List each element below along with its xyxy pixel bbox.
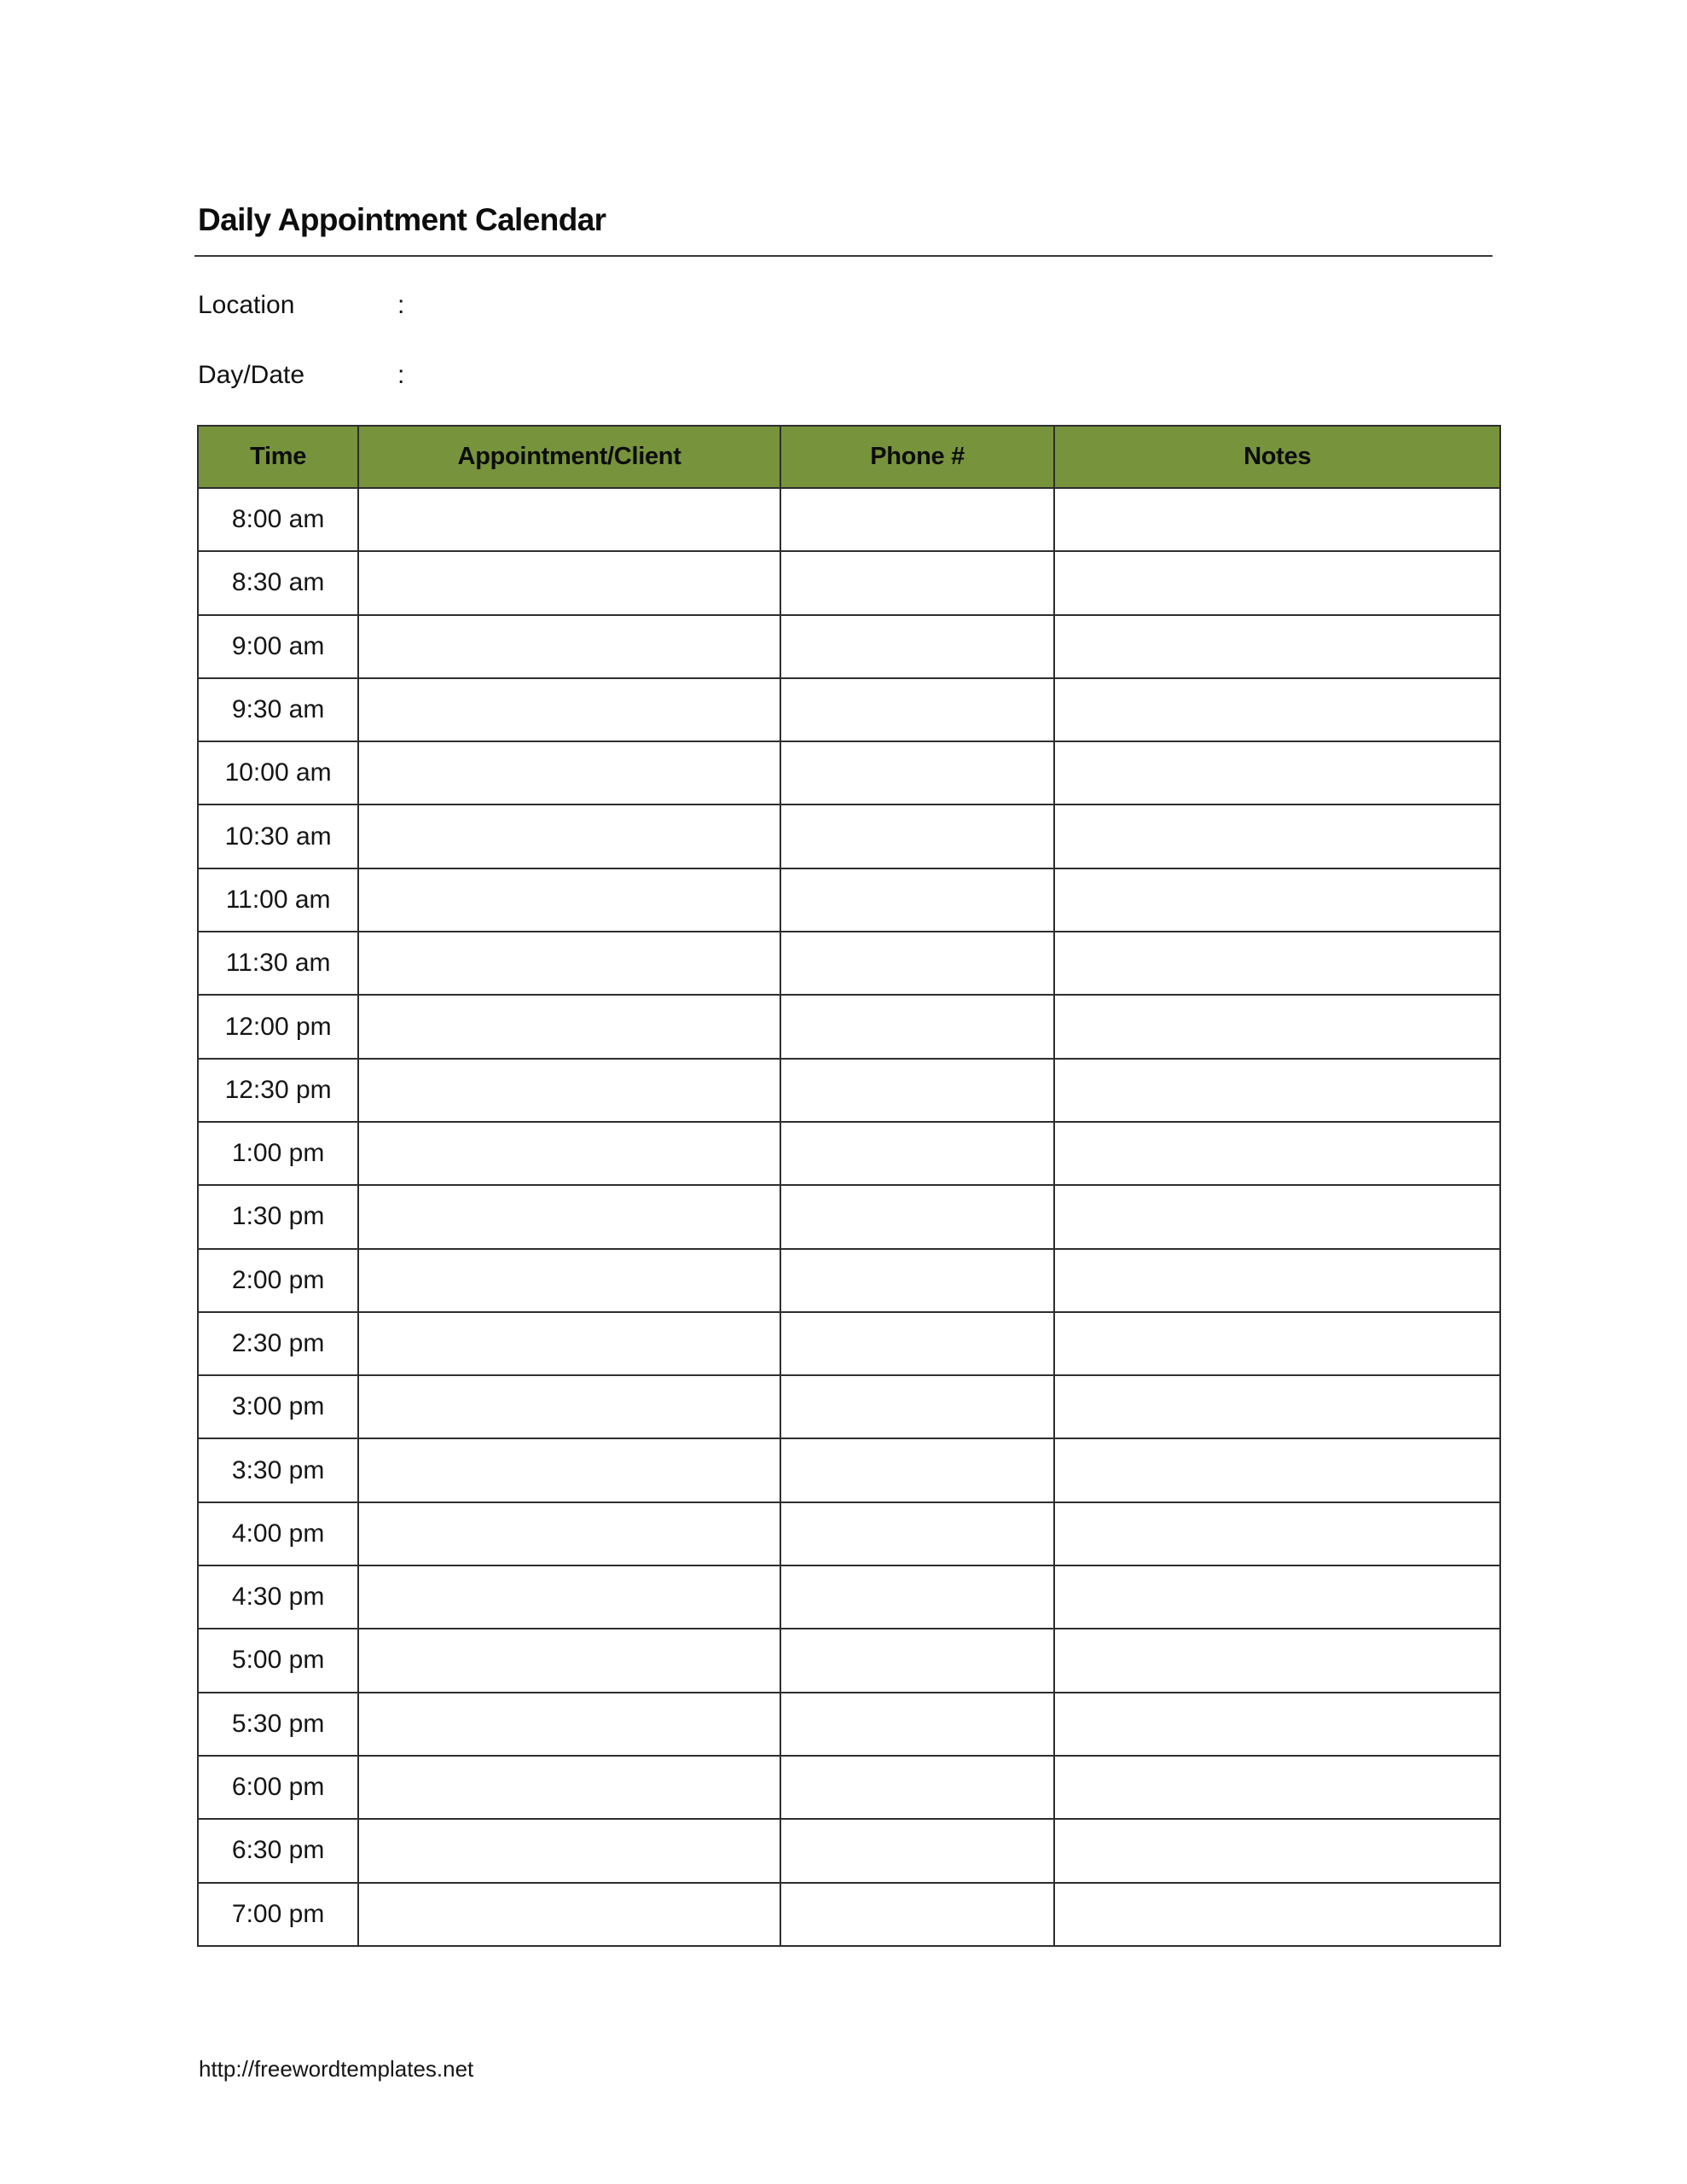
table-row xyxy=(198,1249,1500,1312)
appointment-client-cell[interactable] xyxy=(358,1438,780,1502)
appointment-client-cell[interactable] xyxy=(358,1883,780,1946)
time-cell: 11:30 am xyxy=(198,932,358,995)
appointment-client-cell[interactable] xyxy=(358,995,780,1058)
phone-cell[interactable] xyxy=(780,804,1054,868)
phone-cell[interactable] xyxy=(780,1502,1054,1565)
table-body xyxy=(198,488,1500,1946)
appointment-client-cell[interactable] xyxy=(358,1502,780,1565)
notes-cell[interactable] xyxy=(1054,1375,1500,1438)
appointment-client-cell[interactable] xyxy=(358,1693,780,1756)
notes-cell[interactable] xyxy=(1054,1565,1500,1629)
location-input[interactable] xyxy=(420,288,1614,322)
phone-cell[interactable] xyxy=(780,1059,1054,1122)
appointment-client-cell[interactable] xyxy=(358,1756,780,1819)
phone-cell[interactable] xyxy=(780,488,1054,551)
phone-cell[interactable] xyxy=(780,1185,1054,1248)
time-cell: 9:30 am xyxy=(198,678,358,741)
time-cell: 5:00 pm xyxy=(198,1629,358,1692)
table-row xyxy=(198,1502,1500,1565)
appointment-client-cell[interactable] xyxy=(358,932,780,995)
table-row xyxy=(198,1312,1500,1375)
location-colon: : xyxy=(397,291,405,319)
table-row xyxy=(198,932,1500,995)
footer-website-link[interactable]: http://freewordtemplates.net xyxy=(199,2056,474,2082)
table-row xyxy=(198,1883,1500,1946)
table-row xyxy=(198,1059,1500,1122)
time-cell: 6:30 pm xyxy=(198,1819,358,1882)
table-row xyxy=(198,1565,1500,1629)
table-row xyxy=(198,488,1500,551)
phone-cell[interactable] xyxy=(780,932,1054,995)
table-row xyxy=(198,1693,1500,1756)
phone-cell[interactable] xyxy=(780,1756,1054,1819)
day-date-input[interactable] xyxy=(420,358,1614,392)
phone-cell[interactable] xyxy=(780,1312,1054,1375)
appointment-client-cell[interactable] xyxy=(358,1375,780,1438)
table-row xyxy=(198,1756,1500,1819)
table-row xyxy=(198,1122,1500,1185)
phone-cell[interactable] xyxy=(780,1693,1054,1756)
notes-cell[interactable] xyxy=(1054,1185,1500,1248)
phone-cell[interactable] xyxy=(780,868,1054,932)
column-header-appointment-client: Appointment/Client xyxy=(358,426,780,488)
appointment-client-cell[interactable] xyxy=(358,804,780,868)
appointment-client-cell[interactable] xyxy=(358,488,780,551)
appointment-client-cell[interactable] xyxy=(358,868,780,932)
time-cell: 2:30 pm xyxy=(198,1312,358,1375)
time-cell: 4:30 pm xyxy=(198,1565,358,1629)
time-cell: 7:00 pm xyxy=(198,1883,358,1946)
table-row xyxy=(198,1438,1500,1502)
appointment-client-cell[interactable] xyxy=(358,1185,780,1248)
notes-cell[interactable] xyxy=(1054,488,1500,551)
notes-cell[interactable] xyxy=(1054,1122,1500,1185)
phone-cell[interactable] xyxy=(780,741,1054,804)
notes-cell[interactable] xyxy=(1054,1312,1500,1375)
phone-cell[interactable] xyxy=(780,1629,1054,1692)
phone-cell[interactable] xyxy=(780,1122,1054,1185)
time-cell: 1:30 pm xyxy=(198,1185,358,1248)
appointment-client-cell[interactable] xyxy=(358,551,780,614)
appointment-client-cell[interactable] xyxy=(358,678,780,741)
time-cell: 12:30 pm xyxy=(198,1059,358,1122)
table-row xyxy=(198,804,1500,868)
phone-cell[interactable] xyxy=(780,1249,1054,1312)
appointment-table xyxy=(197,425,1501,1947)
time-cell: 5:30 pm xyxy=(198,1693,358,1756)
location-label: Location xyxy=(198,291,295,319)
notes-cell[interactable] xyxy=(1054,804,1500,868)
notes-cell[interactable] xyxy=(1054,1629,1500,1692)
notes-cell[interactable] xyxy=(1054,1756,1500,1819)
phone-cell[interactable] xyxy=(780,995,1054,1058)
notes-cell[interactable] xyxy=(1054,1693,1500,1756)
appointment-client-cell[interactable] xyxy=(358,741,780,804)
phone-cell[interactable] xyxy=(780,1438,1054,1502)
column-header-phone: Phone # xyxy=(780,426,1054,488)
notes-cell[interactable] xyxy=(1054,678,1500,741)
time-cell: 8:00 am xyxy=(198,488,358,551)
time-cell: 11:00 am xyxy=(198,868,358,932)
table-row xyxy=(198,1375,1500,1438)
page-title: Daily Appointment Calendar xyxy=(198,202,606,237)
time-cell: 10:30 am xyxy=(198,804,358,868)
day-date-label: Day/Date xyxy=(198,361,305,389)
time-cell: 4:00 pm xyxy=(198,1502,358,1565)
appointment-client-cell[interactable] xyxy=(358,1312,780,1375)
appointment-client-cell[interactable] xyxy=(358,615,780,678)
table-row xyxy=(198,678,1500,741)
notes-cell[interactable] xyxy=(1054,1819,1500,1882)
time-cell: 10:00 am xyxy=(198,741,358,804)
table-row xyxy=(198,1629,1500,1692)
appointment-client-cell[interactable] xyxy=(358,1059,780,1122)
notes-cell[interactable] xyxy=(1054,1502,1500,1565)
time-cell: 9:00 am xyxy=(198,615,358,678)
table-row xyxy=(198,995,1500,1058)
table-header-row xyxy=(198,426,1500,488)
notes-cell[interactable] xyxy=(1054,1059,1500,1122)
notes-cell[interactable] xyxy=(1054,551,1500,614)
notes-cell[interactable] xyxy=(1054,932,1500,995)
phone-cell[interactable] xyxy=(780,1883,1054,1946)
table-row xyxy=(198,551,1500,614)
notes-cell[interactable] xyxy=(1054,741,1500,804)
time-cell: 12:00 pm xyxy=(198,995,358,1058)
phone-cell[interactable] xyxy=(780,678,1054,741)
notes-cell[interactable] xyxy=(1054,995,1500,1058)
table-row xyxy=(198,868,1500,932)
time-cell: 3:00 pm xyxy=(198,1375,358,1438)
appointment-client-cell[interactable] xyxy=(358,1819,780,1882)
time-cell: 2:00 pm xyxy=(198,1249,358,1312)
appointment-client-cell[interactable] xyxy=(358,1249,780,1312)
appointment-client-cell[interactable] xyxy=(358,1565,780,1629)
appointment-client-cell[interactable] xyxy=(358,1629,780,1692)
time-cell: 8:30 am xyxy=(198,551,358,614)
notes-cell[interactable] xyxy=(1054,868,1500,932)
table-row xyxy=(198,1819,1500,1882)
column-header-notes: Notes xyxy=(1054,426,1500,488)
column-header-time: Time xyxy=(198,426,358,488)
time-cell: 3:30 pm xyxy=(198,1438,358,1502)
day-date-colon: : xyxy=(397,361,405,389)
time-cell: 1:00 pm xyxy=(198,1122,358,1185)
table-row xyxy=(198,741,1500,804)
notes-cell[interactable] xyxy=(1054,1438,1500,1502)
notes-cell[interactable] xyxy=(1054,1883,1500,1946)
time-cell: 6:00 pm xyxy=(198,1756,358,1819)
phone-cell[interactable] xyxy=(780,1819,1054,1882)
table-row xyxy=(198,1185,1500,1248)
phone-cell[interactable] xyxy=(780,1565,1054,1629)
table-row xyxy=(198,615,1500,678)
appointment-client-cell[interactable] xyxy=(358,1122,780,1185)
phone-cell[interactable] xyxy=(780,551,1054,614)
phone-cell[interactable] xyxy=(780,615,1054,678)
title-divider xyxy=(194,255,1493,257)
notes-cell[interactable] xyxy=(1054,615,1500,678)
phone-cell[interactable] xyxy=(780,1375,1054,1438)
notes-cell[interactable] xyxy=(1054,1249,1500,1312)
